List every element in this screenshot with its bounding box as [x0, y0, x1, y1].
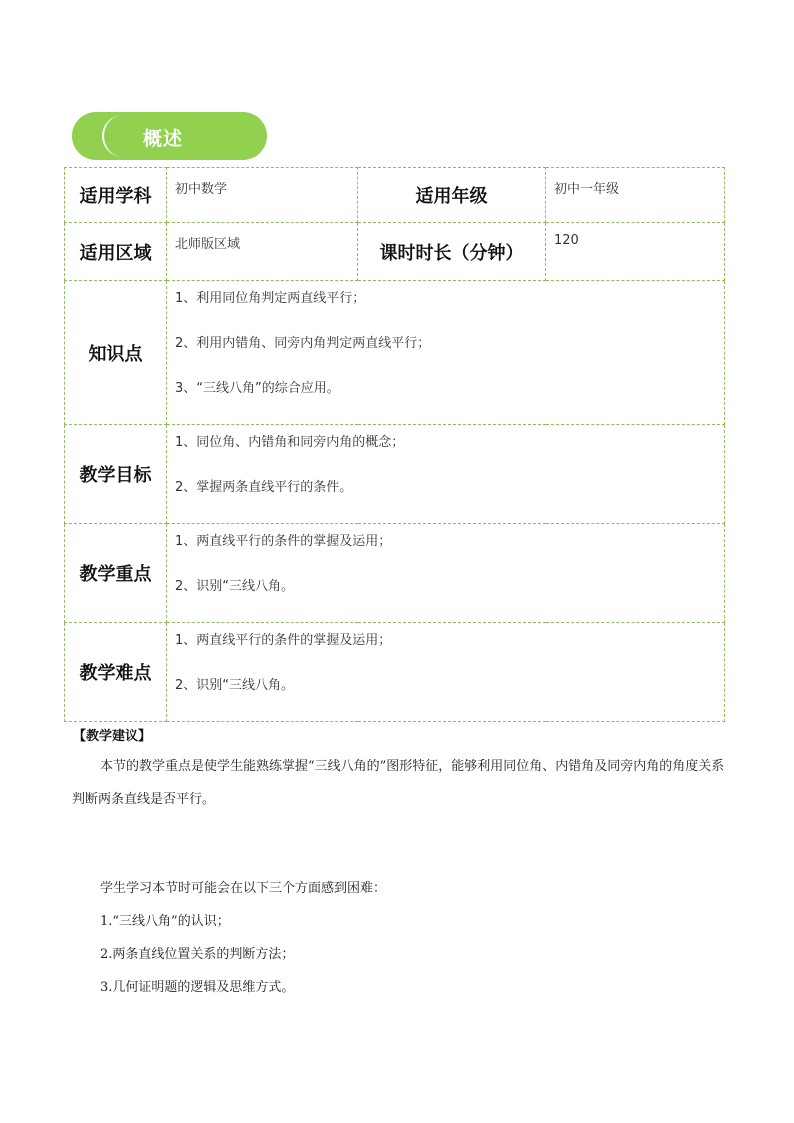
knowledge-label: 知识点: [65, 281, 167, 425]
list-item: 2.两条直线位置关系的判断方法；: [100, 947, 295, 962]
list-item: 1、两直线平行的条件的掌握及运用；: [175, 633, 392, 648]
list-item: 3.几何证明题的逻辑及思维方式。: [100, 980, 295, 995]
difficulty-list: [167, 623, 725, 722]
section-title: 概述: [143, 128, 184, 150]
table-row: [65, 524, 725, 623]
goals-list: [167, 425, 725, 524]
focus-list: [167, 524, 725, 623]
knowledge-list: [167, 281, 725, 425]
list-item: 1、同位角、内错角和同旁内角的概念；: [175, 435, 405, 450]
goals-label: 教学目标: [65, 425, 167, 524]
list-item: 1、利用同位角判定两直线平行；: [175, 291, 366, 306]
advice-heading: 【教学建议】: [73, 729, 152, 744]
region-label: 适用区域: [65, 223, 167, 281]
advice-intro: 学生学习本节时可能会在以下三个方面感到困难：: [100, 881, 387, 896]
duration-label: 课时时长（分钟）: [358, 223, 546, 281]
list-item: 1.“三线八角”的认识；: [100, 914, 230, 929]
advice-paragraph: 本节的教学重点是使学生能熟练掌握“三线八角的”图形特征，能够利用同位角、内错角及同旁内角的角度关系判断两条直线是否平行。: [72, 759, 725, 807]
grade-label: 适用年级: [358, 168, 546, 223]
list-item: 2、识别“三线八角。: [175, 579, 295, 594]
table-row: [65, 281, 725, 425]
table-row: [65, 623, 725, 722]
focus-label: 教学重点: [65, 524, 167, 623]
table-row: [65, 223, 725, 281]
difficulty-notes: [100, 872, 386, 1004]
table-row: [65, 425, 725, 524]
region-value: 北师版区域: [167, 223, 358, 281]
duration-value: 120: [546, 223, 725, 281]
grade-value: 初中一年级: [546, 168, 725, 223]
difficulty-label: 教学难点: [65, 623, 167, 722]
subject-label: 适用学科: [65, 168, 167, 223]
list-item: 2、利用内错角、同旁内角判定两直线平行；: [175, 336, 431, 351]
subject-value: 初中数学: [167, 168, 358, 223]
list-item: 3、“三线八角”的综合应用。: [175, 381, 340, 396]
list-item: 2、识别“三线八角。: [175, 678, 295, 693]
table-row: [65, 168, 725, 223]
course-info-table: [64, 167, 725, 722]
list-item: 2、掌握两条直线平行的条件。: [175, 480, 353, 495]
list-item: 1、两直线平行的条件的掌握及运用；: [175, 534, 392, 549]
